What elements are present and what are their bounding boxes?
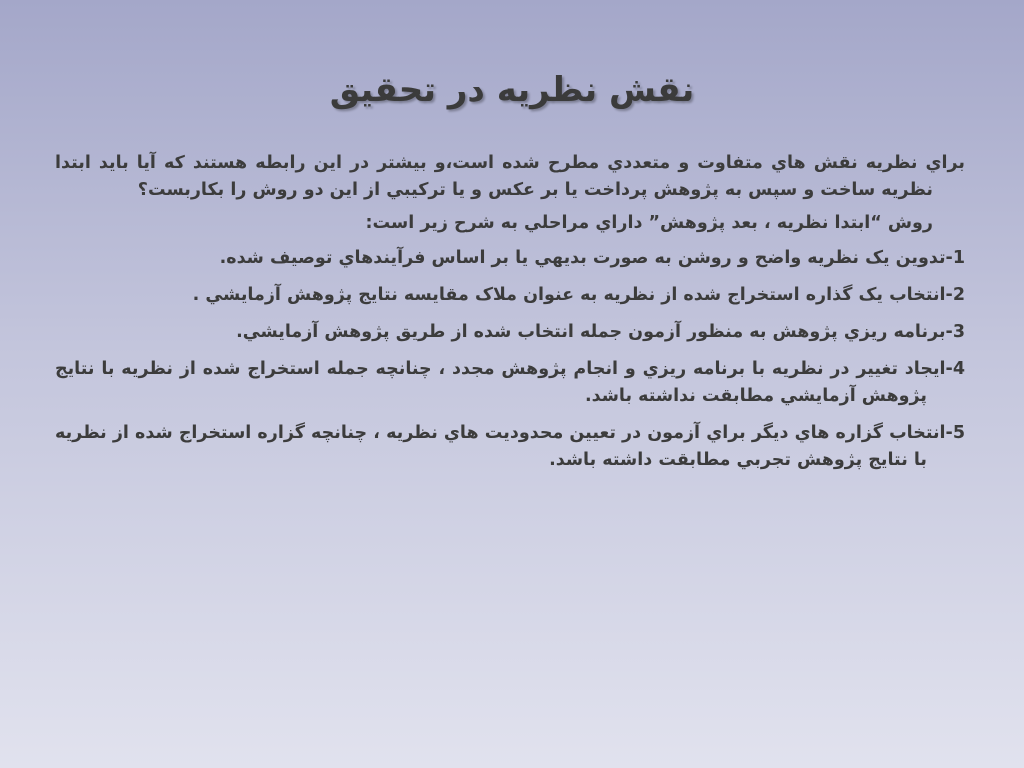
step-item-2: 2-انتخاب يک گذاره استخراج شده از نظريه به عنوان ملاک مقايسه نتايج پژوهش آزمايشي . <box>192 285 965 305</box>
step-item-3: 3-برنامه ريزي پژوهش به منظور آزمون جمله انتخاب شده از طريق پژوهش آزمايشي. <box>236 322 965 342</box>
step-item-1: 1-تدوين يک نظريه واضح و روشن به صورت بديهي يا بر اساس فرآيندهاي توصيف شده. <box>219 248 965 268</box>
step-item-5: 5-انتخاب گزاره هاي ديگر براي آزمون در تعيين محدوديت هاي نظريه ، چنانچه گزاره استخراج شده از نظريه با نتايج پژوهش تجربي مطابقت داشته باشد. <box>55 423 965 470</box>
method-line: روش “ابتدا نظريه ، بعد پژوهش” داراي مراحلي به شرح زير است: <box>365 213 933 233</box>
intro-paragraph: براي نظريه نقش هاي متفاوت و متعددي مطرح شده است،و بيشتر در اين رابطه هستند که آيا بايد ابتدا نظريه ساخت و سپس به پژوهش پرداخت يا بر عکس و يا ترکيبي از اين دو روش را بکاربست؟ <box>55 153 965 200</box>
slide-title: نقش نظريه در تحقيق <box>329 70 695 110</box>
step-item-4: 4-ايجاد تغيير در نظريه با برنامه ريزي و انجام پژوهش مجدد ، چنانچه جمله استخراج شده از نظريه با نتايج پژوهش آزمايشي مطابقت نداشته باشد. <box>55 359 965 406</box>
slide-body <box>55 150 965 484</box>
